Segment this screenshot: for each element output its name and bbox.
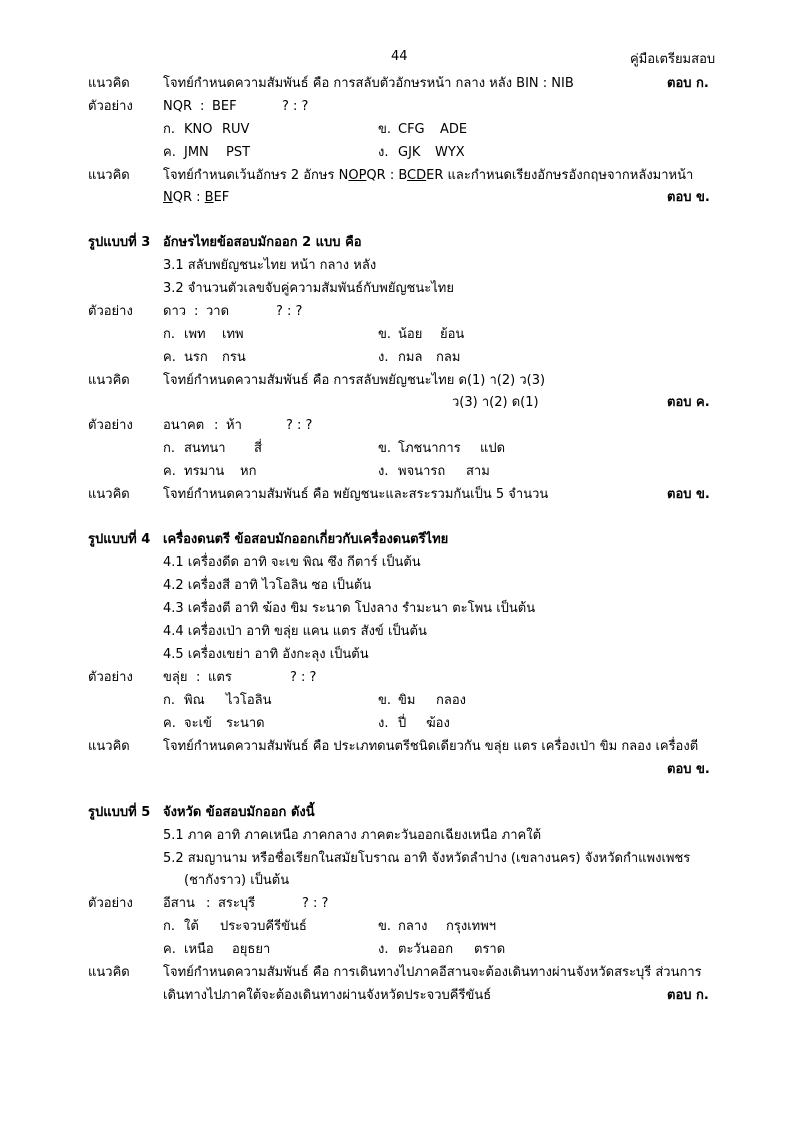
concept-text: โจทย์กำหนดความสัมพันธ์ คือ ประเภทดนตรีชนิดเดียวกัน ขลุ่ย แตร เครื่องเป่า ขิม กลอง เครื่องตี	[163, 739, 699, 754]
pattern-item: 3.1 สลับพยัญชนะไทย หน้า กลาง หลัง	[163, 258, 377, 273]
choice-letter: ข.	[378, 327, 392, 342]
choice-b: อยุธยา	[232, 942, 271, 957]
pattern-item: 3.2 จำนวนตัวเลขจับคู่ความสัมพันธ์กับพยัญชนะไทย	[163, 281, 454, 296]
choice-a: ใต้	[184, 919, 199, 934]
choice-b: กลอง	[436, 693, 466, 708]
choice-b: สี่	[254, 441, 262, 456]
choice-letter: ง.	[378, 716, 389, 731]
example-term: สระบุรี	[218, 896, 256, 911]
concept-label: แนวคิด	[88, 739, 130, 754]
concept-label: แนวคิด	[88, 76, 130, 91]
pattern-title: เครื่องดนตรี ข้อสอบมักออกเกี่ยวกับเครื่องดนตรีไทย	[163, 532, 449, 547]
choice-letter: ง.	[378, 350, 389, 365]
choice-a: เพท	[184, 327, 206, 342]
choice-b: ไวโอลิน	[226, 693, 272, 708]
answer-label: ตอบ ข.	[667, 487, 710, 502]
answer-label: ตอบ ก.	[667, 988, 709, 1003]
pattern-item: 4.3 เครื่องตี อาทิ ฆ้อง ขิม ระนาด โปงลาง รำมะนา ตะโพน เป็นต้น	[163, 601, 536, 616]
example-term: ดาว	[163, 304, 187, 319]
choice-a: พิณ	[184, 693, 205, 708]
choice-a: JMN	[184, 145, 209, 160]
choice-a: ขิม	[398, 693, 416, 708]
choice-letter: ค.	[163, 350, 176, 365]
book-title: คู่มือเตรียมสอบ	[630, 52, 716, 67]
choice-letter: ข.	[378, 441, 392, 456]
concept-label: แนวคิด	[88, 168, 130, 183]
choice-b: กรน	[222, 350, 246, 365]
choice-b: RUV	[222, 122, 250, 137]
choice-letter: ก.	[163, 693, 176, 708]
choice-b: กลม	[436, 350, 461, 365]
choice-a: เหนือ	[184, 942, 214, 957]
pattern-heading: รูปแบบที่ 3	[88, 235, 151, 250]
example-unknown: ? : ?	[286, 418, 313, 433]
choice-b: WYX	[435, 145, 465, 160]
choice-a: จะเข้	[184, 716, 212, 731]
pattern-title: อักษรไทยข้อสอบมักออก 2 แบบ คือ	[163, 235, 362, 250]
example-term: ห้า	[226, 418, 242, 433]
example-label: ตัวอย่าง	[88, 304, 133, 319]
choice-letter: ค.	[163, 145, 176, 160]
example-label: ตัวอย่าง	[88, 99, 133, 114]
concept-text: โจทย์กำหนดเว้นอักษร 2 อักษร NOPQR : BCDER และกำหนดเรียงอักษรอังกฤษจากหลังมาหน้า	[163, 168, 694, 183]
answer-label: ตอบ ข.	[667, 190, 710, 205]
choice-a: น้อย	[398, 327, 423, 342]
choice-letter: ข.	[378, 122, 392, 137]
choice-b: แปด	[480, 441, 506, 456]
pattern-item: 4.2 เครื่องสี อาทิ ไวโอลิน ซอ เป็นต้น	[163, 578, 372, 593]
concept-label: แนวคิด	[88, 487, 130, 502]
choice-b: PST	[226, 145, 251, 160]
example-sep: :	[196, 670, 201, 685]
choice-letter: ก.	[163, 919, 176, 934]
choice-a: CFG	[398, 122, 425, 137]
choice-b: กรุงเทพฯ	[446, 919, 497, 934]
choice-a: GJK	[398, 145, 421, 160]
choice-letter: ค.	[163, 716, 176, 731]
example-term: วาด	[206, 304, 230, 319]
choice-a: ตะวันออก	[398, 942, 454, 957]
choice-letter: ง.	[378, 145, 389, 160]
choice-b: ย้อน	[440, 327, 465, 342]
concept-text: NQR : BEF	[163, 190, 230, 205]
example-sep: :	[214, 418, 219, 433]
example-term: BEF	[212, 99, 237, 114]
choice-letter: ข.	[378, 693, 392, 708]
example-sep: :	[206, 896, 211, 911]
example-label: ตัวอย่าง	[88, 418, 133, 433]
example-term: NQR	[163, 99, 192, 114]
choice-letter: ก.	[163, 122, 176, 137]
choice-letter: ก.	[163, 441, 176, 456]
choice-letter: ค.	[163, 464, 176, 479]
choice-letter: ง.	[378, 942, 389, 957]
concept-text: โจทย์กำหนดความสัมพันธ์ คือ พยัญชนะและสระรวมกันเป็น 5 จำนวน	[163, 487, 549, 502]
pattern-heading: รูปแบบที่ 5	[88, 805, 151, 820]
answer-label: ตอบ ค.	[667, 395, 710, 410]
choice-a: ทรมาน	[184, 464, 225, 479]
example-term: ขลุ่ย	[163, 670, 188, 685]
choice-a: กมล	[398, 350, 423, 365]
pattern-item: 4.5 เครื่องเขย่า อาทิ อังกะลุง เป็นต้น	[163, 647, 369, 662]
pattern-item: 4.1 เครื่องดีด อาทิ จะเข พิณ ซึง กีตาร์ เป็นต้น	[163, 555, 421, 570]
pattern-item: 5.2 สมญานาม หรือชื่อเรียกในสมัยโบราณ อาทิ จังหวัดลำปาง (เขลางนคร) จังหวัดกำแพงเพชร	[163, 851, 691, 866]
choice-a: กลาง	[398, 919, 428, 934]
choice-letter: ก.	[163, 327, 176, 342]
choice-b: สาม	[466, 464, 490, 479]
example-sep: :	[200, 99, 205, 114]
example-unknown: ? : ?	[302, 896, 329, 911]
choice-a: KNO	[184, 122, 213, 137]
concept-text: ว(3) า(2) ด(1)	[452, 395, 539, 410]
choice-letter: ข.	[378, 919, 392, 934]
example-sep: :	[194, 304, 199, 319]
example-term: อีสาน	[163, 896, 195, 911]
example-unknown: ? : ?	[290, 670, 317, 685]
choice-b: ฆ้อง	[426, 716, 450, 731]
choice-b: หก	[240, 464, 257, 479]
choice-b: ADE	[440, 122, 468, 137]
example-label: ตัวอย่าง	[88, 896, 133, 911]
pattern-item: 5.1 ภาค อาทิ ภาคเหนือ ภาคกลาง ภาคตะวันออกเฉียงเหนือ ภาคใต้	[163, 828, 542, 843]
choice-a: โภชนาการ	[398, 441, 461, 456]
concept-text: โจทย์กำหนดความสัมพันธ์ คือ การสลับพยัญชนะไทย ด(1) า(2) ว(3)	[163, 373, 546, 388]
concept-label: แนวคิด	[88, 965, 130, 980]
choice-b: ประจวบคีรีขันธ์	[220, 919, 307, 934]
choice-a: สนทนา	[184, 441, 226, 456]
example-term: แตร	[208, 670, 232, 685]
choice-a: พจนารถ	[398, 464, 446, 479]
pattern-heading: รูปแบบที่ 4	[88, 532, 151, 547]
pattern-title: จังหวัด ข้อสอบมักออก ดังนี้	[163, 805, 315, 820]
choice-b: ระนาด	[226, 716, 265, 731]
pattern-item: 4.4 เครื่องเป่า อาทิ ขลุ่ย แคน แตร สังข์ เป็นต้น	[163, 624, 427, 639]
answer-label: ตอบ ข.	[667, 762, 710, 777]
example-unknown: ? : ?	[282, 99, 309, 114]
pattern-item: (ชากังราว) เป็นต้น	[184, 873, 290, 888]
choice-b: เทพ	[222, 327, 244, 342]
choice-a: ปี่	[398, 716, 407, 731]
choice-b: ตราด	[474, 942, 506, 957]
concept-label: แนวคิด	[88, 373, 130, 388]
example-term: อนาคต	[163, 418, 205, 433]
example-label: ตัวอย่าง	[88, 670, 133, 685]
choice-letter: ค.	[163, 942, 176, 957]
choice-a: นรก	[184, 350, 208, 365]
concept-text: โจทย์กำหนดความสัมพันธ์ คือ การเดินทางไปภาคอีสานจะต้องเดินทางผ่านจังหวัดสระบุรี ส่วนการ	[163, 965, 702, 980]
example-unknown: ? : ?	[276, 304, 303, 319]
concept-text: โจทย์กำหนดความสัมพันธ์ คือ การสลับตัวอักษรหน้า กลาง หลัง BIN : NIB	[163, 76, 574, 91]
page-number: 44	[391, 49, 408, 64]
choice-letter: ง.	[378, 464, 389, 479]
concept-text: เดินทางไปภาคใต้จะต้องเดินทางผ่านจังหวัดประจวบคีรีขันธ์	[163, 988, 492, 1003]
answer-label: ตอบ ก.	[667, 76, 709, 91]
